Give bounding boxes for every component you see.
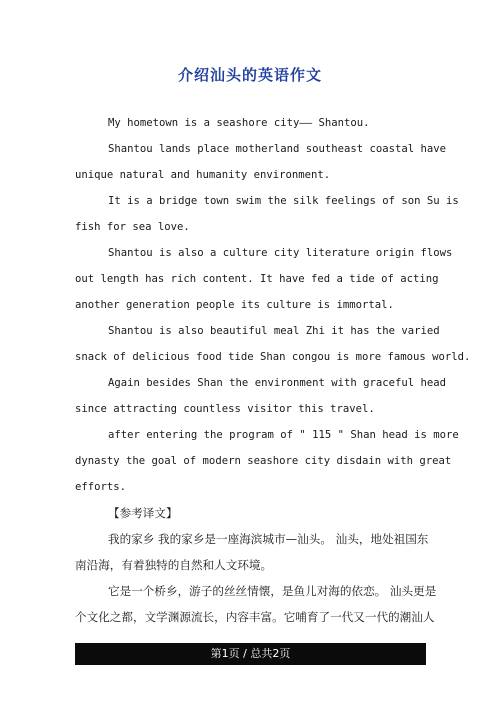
body-line: another generation people its culture is immortal. [75,299,394,311]
body-line: since attracting countless visitor this travel. [75,403,375,415]
body-line: Shantou is also beautiful meal Zhi it has the varied [108,325,440,337]
body-line: Shantou is also a culture city literature origin flows [108,247,453,259]
document-title: 介绍汕头的英语作文 [177,66,322,84]
body-line: 我的家乡 我的家乡是一座海滨城市—汕头。 汕头，地处祖国东 [108,532,429,546]
body-line: Shantou lands place motherland southeast coastal have [108,143,447,155]
body-line: 南沿海，有着独特的自然和人文环境。 [75,558,273,572]
body-line: My hometown is a seashore city—— Shantou. [108,117,370,129]
page-footer: 第1页 / 总共2页 [75,643,426,665]
body-line: after entering the program of " 115 " Shan head is more [108,429,459,441]
body-line: fish for sea love. [75,221,190,233]
document-body [75,110,471,630]
reference-translation-heading: 【参考译文】 [108,506,178,520]
body-line: unique natural and humanity environment. [75,169,331,181]
body-line: out length has rich content. It have fed a tide of acting [75,273,439,285]
body-line: snack of delicious food tide Shan congou is more famous world. [75,351,471,363]
body-line: It is a bridge town swim the silk feelings of son Su is [108,195,459,207]
body-line: dynasty the goal of modern seashore city disdain with great [75,455,452,467]
body-line: efforts. [75,481,127,493]
body-line: 它是一个桥乡，游子的丝丝情懐，是鱼儿对海的依恋。 汕头更是 [108,584,437,598]
body-line: 个文化之都，文学渊源流长，内容丰富。它哺育了一代又一代的潮汕人 [75,610,435,624]
body-line: Again besides Shan the environment with graceful head [108,377,447,389]
